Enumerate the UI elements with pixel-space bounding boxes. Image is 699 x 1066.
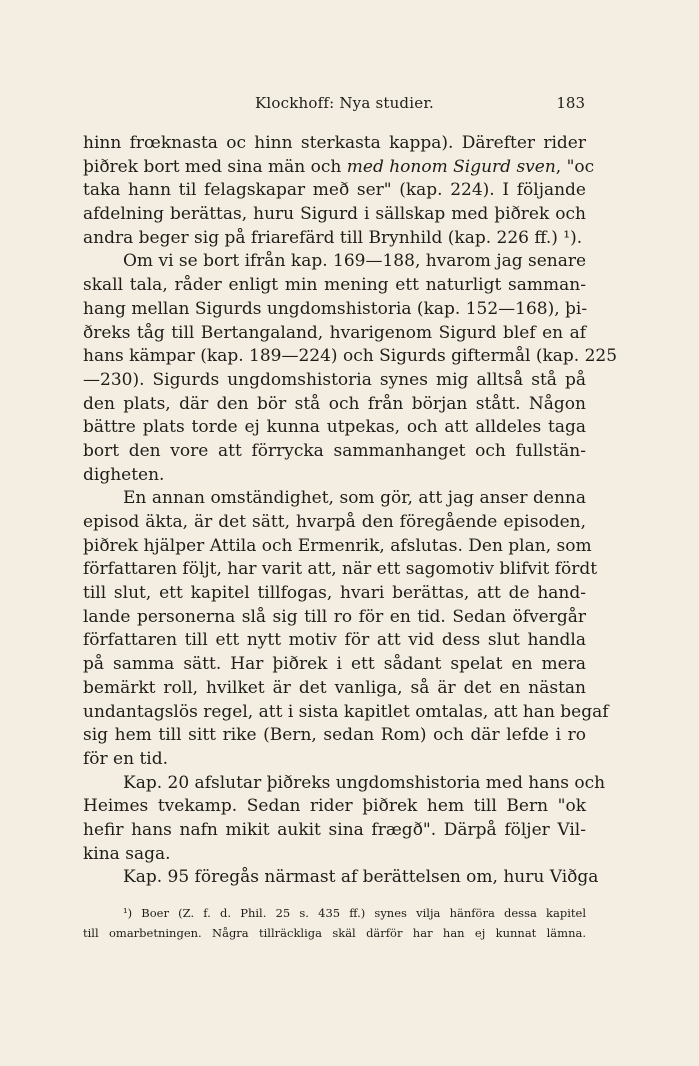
text-line: bättre plats torde ej kunna utpekas, och att alldeles taga — [83, 417, 586, 438]
text-line: sig hem till sitt rike (Bern, sedan Rom) och där lefde i ro — [83, 725, 586, 746]
text-line: hinn frœknasta oc hinn sterkasta kappa). Därefter rider — [83, 133, 586, 153]
text-line — [83, 156, 595, 180]
text-line: digheten. — [83, 464, 165, 485]
text-line: Kap. 95 föregås närmast af berättelsen om, huru Viðga — [123, 867, 599, 888]
text-line: Om vi se bort ifrån kap. 169—188, hvarom jag senare — [123, 251, 587, 272]
text-line: bemärkt roll, hvilket är det vanliga, så är det en nästan — [83, 677, 586, 698]
text-line: till slut, ett kapitel tillfogas, hvari berättas, att de hand- — [83, 583, 586, 604]
text-line: hang mellan Sigurds ungdomshistoria (kap. 152—168), þi- — [83, 298, 588, 319]
footnote-block — [83, 903, 586, 943]
text-line: på samma sätt. Har þiðrek i ett sådant spelat en mera — [83, 654, 586, 675]
text-line: andra beger sig på friarefärd till Brynhild (kap. 226 ff.) ¹). — [83, 227, 583, 248]
text-line: den plats, där den bör stå och från början stått. Någon — [83, 393, 586, 414]
text-line: En annan omständighet, som gör, att jag anser denna — [123, 488, 586, 509]
text-line: författaren till ett nytt motiv för att vid dess slut handla — [83, 630, 586, 651]
text-line: bort den vore att förrycka sammanhanget och fullstän- — [83, 440, 586, 461]
text-line: kina saga. — [83, 843, 171, 864]
running-header — [83, 92, 585, 114]
footnote-line: till omarbetningen. Några tillräckliga skäl därför har han ej kunnat lämna. — [83, 926, 586, 940]
text-line: Heimes tvekamp. Sedan rider þiðrek hem till Bern "ok — [83, 796, 586, 817]
footnote-line: ¹) Boer (Z. f. d. Phil. 25 s. 435 ff.) synes vilja hänföra dessa kapitel — [123, 906, 586, 920]
running-title: Klockhoff: Nya studier. — [255, 94, 435, 112]
text-line: afdelning berättas, huru Sigurd i sällskap med þiðrek och — [83, 204, 586, 225]
text-line: författaren följt, har varit att, när ett sagomotiv blifvit fördt — [83, 559, 598, 580]
text-line: hans kämpar (kap. 189—224) och Sigurds giftermål (kap. 225 — [83, 346, 618, 367]
text-line: episod äkta, är det sätt, hvarpå den föregående episoden, — [83, 512, 586, 532]
text-line: undantagslös regel, att i sista kapitlet omtalas, att han begaf — [83, 701, 609, 722]
text-segment: þiðrek bort med sina män och — [83, 156, 347, 177]
text-line: ðreks tåg till Bertangaland, hvarigenom Sigurd blef en af — [83, 322, 586, 343]
page-number: 183 — [556, 94, 585, 112]
body-text — [83, 132, 618, 890]
italic-phrase: med honom Sigurd sven — [346, 156, 556, 177]
text-line: —230). Sigurds ungdomshistoria synes mig alltså stå på — [83, 369, 586, 390]
text-line: skall tala, råder enligt min mening ett naturligt samman- — [83, 275, 586, 296]
text-line: för en tid. — [83, 748, 169, 769]
text-line: þiðrek hjälper Attila och Ermenrik, afslutas. Den plan, som — [83, 535, 592, 556]
text-line: taka hann til felagskapar með ser" (kap. 224). I följande — [83, 180, 586, 201]
text-segment: , "oc — [555, 156, 595, 177]
text-line: hefir hans nafn mikit aukit sina frægð". Därpå följer Vil- — [83, 819, 586, 840]
text-line: lande personerna slå sig till ro för en tid. Sedan öfvergår — [83, 606, 586, 627]
text-line: Kap. 20 afslutar þiðreks ungdomshistoria med hans och — [123, 772, 606, 793]
